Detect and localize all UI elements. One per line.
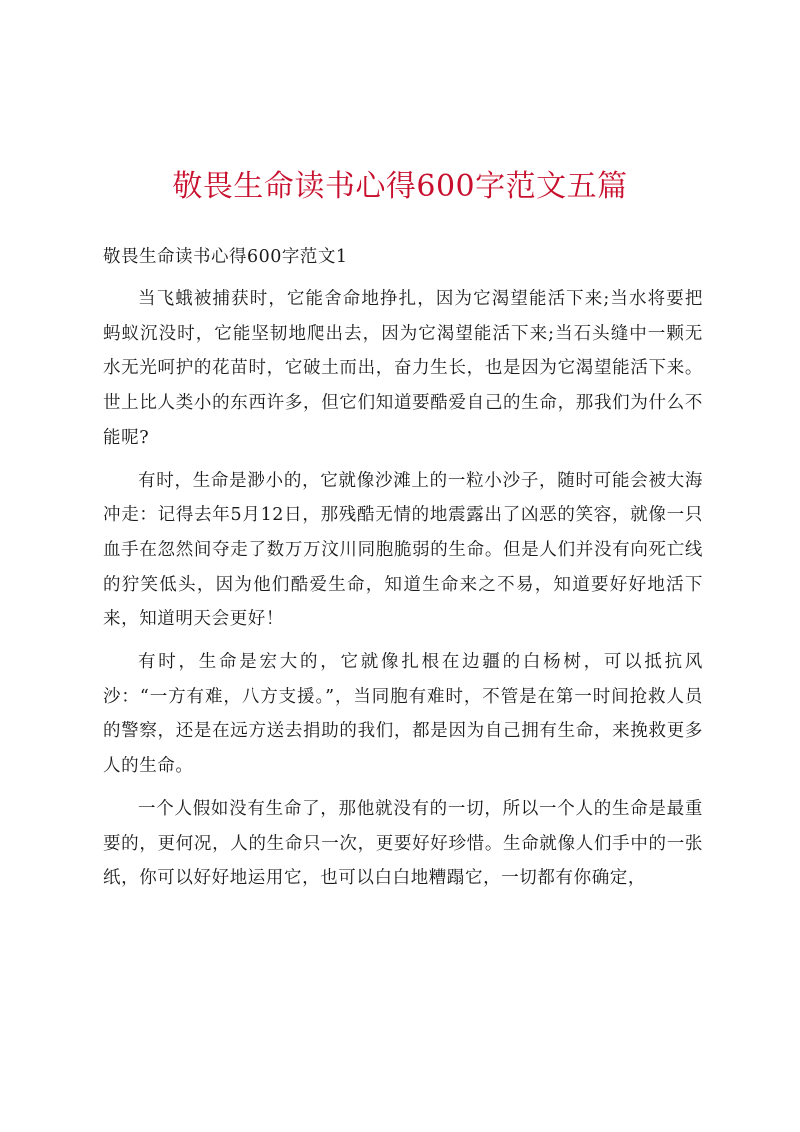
section-heading: 敬畏生命读书心得600字范文1 [103, 247, 348, 267]
paragraph-3: 有时，生命是宏大的，它就像扎根在边疆的白杨树，可以抵抗风沙：“一方有难，八方支援。”，当同胞有难时，不管是在第一时间抢救人员的警察，还是在远方送去捐助的我们，都是因为自己拥有生命，来挽救更多人的生命。 [103, 652, 703, 777]
paragraph-4: 一个人假如没有生命了，那他就没有的一切，所以一个人的生命是最重要的，更何况，人的生命只一次，更要好好珍惜。生命就像人们手中的一张纸，你可以好好地运用它，也可以白白地糟蹋它，一切都有你确定， [103, 798, 703, 889]
paragraph-2: 有时，生命是渺小的，它就像沙滩上的一粒小沙子，随时可能会被大海冲走：记得去年5月12日，那残酷无情的地震露出了凶恶的笑容，就像一只血手在忽然间夺走了数万万汶川同胞脆弱的生命。但是人们并没有向死亡线的狞笑低头，因为他们酷爱生命，知道生命来之不易，知道要好好地活下来，知道明天会更好！ [103, 470, 703, 630]
document-title: 敬畏生命读书心得600字范文五篇 [172, 169, 628, 204]
paragraph-1: 当飞蛾被捕获时，它能舍命地挣扎，因为它渴望能活下来;当水将要把蚂蚁沉没时，它能坚韧地爬出去，因为它渴望能活下来;当石头缝中一颗无水无光呵护的花苗时，它破土而出，奋力生长，也是因为它渴望能活下来。世上比人类小的东西许多，但它们知道要酷爱自己的生命，那我们为什么不能呢? [103, 289, 703, 448]
body-text [103, 282, 703, 904]
